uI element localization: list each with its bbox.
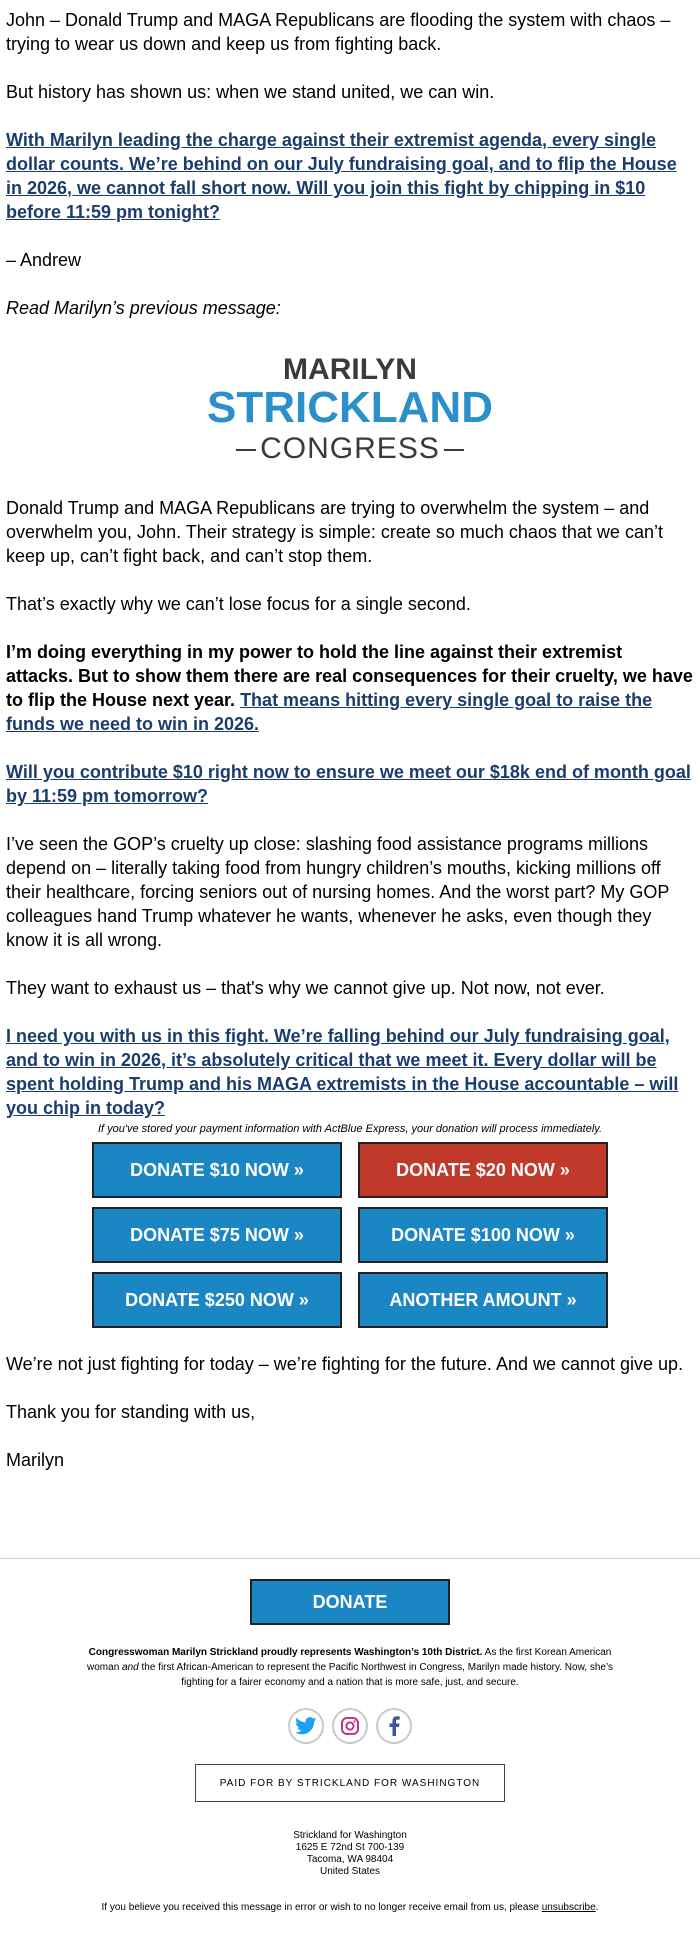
- campaign-logo: [6, 354, 694, 468]
- logo-line-strickland: STRICKLAND: [207, 383, 493, 432]
- body-paragraph-3: [6, 640, 694, 736]
- footer-address: Strickland for Washington 1625 E 72nd St 700-139 Tacoma, WA 98404 United States: [293, 1830, 407, 1877]
- intro-paragraph-2: But history has shown us: when we stand united, we can win.: [6, 82, 495, 102]
- body-paragraph-5: I’ve seen the GOP’s cruelty up close: slashing food assistance programs millions depend on – literally taking food from hungry children’s mouths, kicking millions off their healthcare, forcing seniors out of nursing homes. And the worst part? My GOP colleagues hand Trump whatever he wants, whenever he asks, even though they know it is all wrong.: [6, 834, 670, 950]
- body-paragraph-3-bold: I’m doing everything in my power to hold the line against their extremist attacks. But to show them there are real consequences for their cruelty, we have to flip the House next year.: [6, 642, 693, 710]
- body-paragraph-2: That’s exactly why we can’t lose focus for a single second.: [6, 594, 471, 614]
- donate-10-button[interactable]: DONATE $10 NOW »: [92, 1142, 342, 1198]
- closing-paragraph-2: Thank you for standing with us,: [6, 1402, 256, 1422]
- footer-bio: Congresswoman Marilyn Strickland proudly represents Washington’s 10th District. As the first Korean American woman and the first African-American to represent the Pacific Northwest in Congress, Marilyn made history. Now, she’s fighting for a fairer economy and a nation that is more safe, just, and secure.: [87, 1647, 613, 1688]
- unsubscribe-link[interactable]: unsubscribe: [541, 1902, 596, 1913]
- signoff-andrew: – Andrew: [6, 250, 82, 270]
- previous-message-label: Read Marilyn’s previous message:: [6, 298, 281, 318]
- intro-paragraph-1: John – Donald Trump and MAGA Republicans are flooding the system with chaos – trying to wear us down and keep us from fighting back.: [6, 10, 671, 54]
- signoff-marilyn: Marilyn: [6, 1450, 65, 1470]
- unsubscribe-note: If you believe you received this message in error or wish to no longer receive email from us, please unsubscribe.: [101, 1902, 599, 1913]
- contribute-10-link[interactable]: Will you contribute $10 right now to ensure we meet our $18k end of month goal by 11:59 pm tomorrow?: [6, 762, 691, 806]
- body-paragraph-1: Donald Trump and MAGA Republicans are trying to overwhelm the system – and overwhelm you, John. Their strategy is simple: create so much chaos that we can’t keep up, can’t fight back, and can’t stop them.: [6, 498, 663, 566]
- footer: [0, 1558, 700, 1913]
- paid-for-box: PAID FOR BY STRICKLAND FOR WASHINGTON: [195, 1764, 505, 1802]
- donate-75-button[interactable]: DONATE $75 NOW »: [92, 1207, 342, 1263]
- instagram-icon[interactable]: [332, 1708, 368, 1744]
- actblue-note: If you've stored your payment information with ActBlue Express, your donation will process immediately.: [97, 1123, 603, 1135]
- closing-paragraph-1: We’re not just fighting for today – we’re fighting for the future. And we cannot give up.: [6, 1354, 684, 1374]
- goal-link[interactable]: That means hitting every single goal to raise the funds we need to win in 2026.: [6, 690, 653, 734]
- logo-line-congress: CONGRESS: [6, 430, 694, 468]
- donate-100-button[interactable]: DONATE $100 NOW »: [358, 1207, 608, 1263]
- donate-250-button[interactable]: DONATE $250 NOW »: [92, 1272, 342, 1328]
- body-paragraph-6: They want to exhaust us – that's why we cannot give up. Not now, not ever.: [6, 978, 605, 998]
- twitter-icon[interactable]: [288, 1708, 324, 1744]
- another-amount-button[interactable]: ANOTHER AMOUNT »: [358, 1272, 608, 1328]
- donate-20-button[interactable]: DONATE $20 NOW »: [358, 1142, 608, 1198]
- chip-in-link[interactable]: I need you with us in this fight. We’re falling behind our July fundraising goal, and to win in 2026, it’s absolutely critical that we meet it. Every dollar will be spent holding Trump and his MAGA extremists in the House accountable – will you chip in today?: [6, 1026, 679, 1118]
- donation-buttons: [70, 1142, 630, 1328]
- social-links: [0, 1708, 700, 1744]
- footer-donate-button[interactable]: DONATE: [250, 1579, 450, 1625]
- logo-line-marilyn: MARILYN: [283, 353, 417, 386]
- facebook-icon[interactable]: [376, 1708, 412, 1744]
- intro-donate-link[interactable]: With Marilyn leading the charge against their extremist agenda, every single dollar counts. We’re behind on our July fundraising goal, and to flip the House in 2026, we cannot fall short now. Will you join this fight by chipping in $10 before 11:59 pm tonight?: [6, 130, 677, 222]
